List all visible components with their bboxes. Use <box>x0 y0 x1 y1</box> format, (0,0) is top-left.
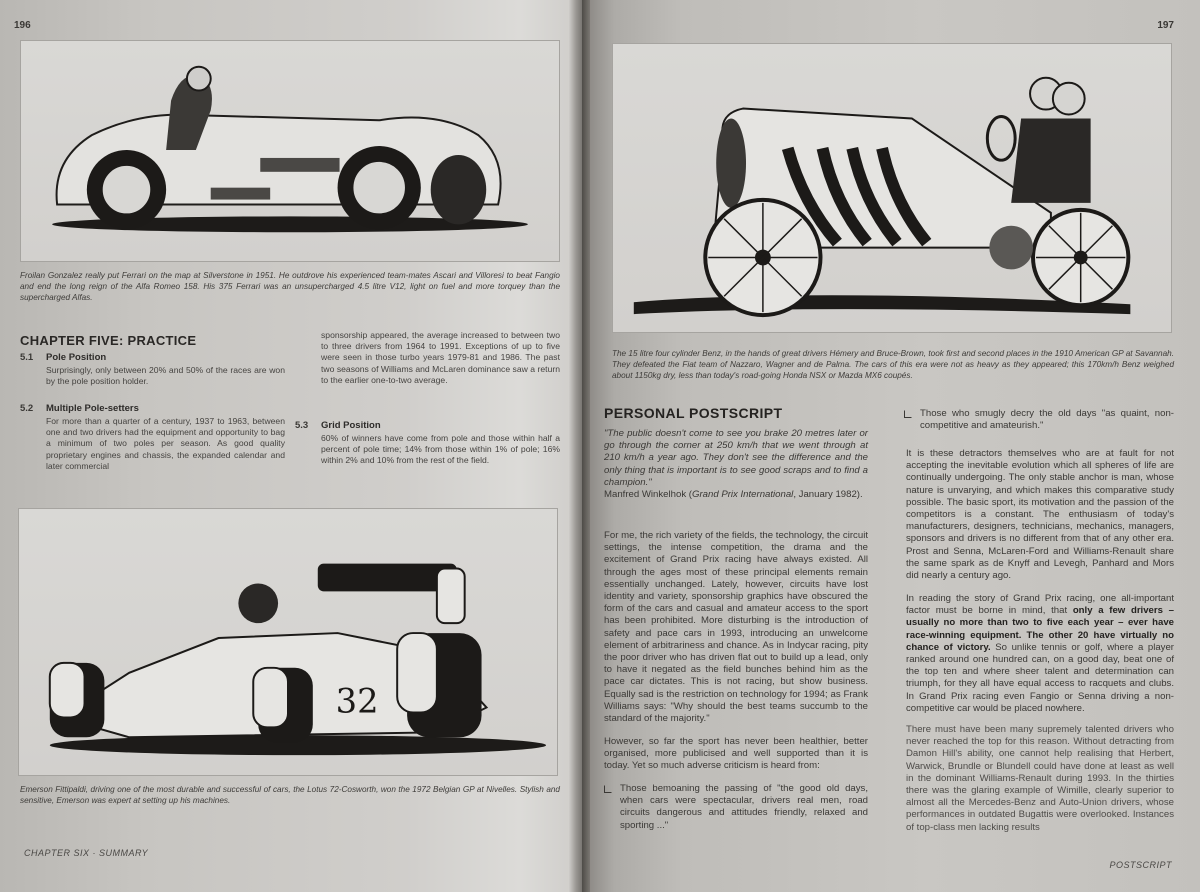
attribution-author: Manfred Winkelhok ( <box>604 489 692 500</box>
entry-number: 5.2 <box>20 403 34 414</box>
svg-text:32: 32 <box>335 681 379 721</box>
bullet-text: Those bemoaning the passing of "the good old days, when cars were spectacular, drivers real men, road circuits dangerous and attitudes friendly, relaxed and sporting ..." <box>620 783 868 831</box>
body-paragraph-1: For me, the rich variety of the fields, the technology, the circuit settings, the intense competition, the drama and the excitement of Grand Prix racing have always existed. All through the ages most of these principal elements remain essentially unchanged. Lately, however, circuits have lost identity and variety, sponsorship graphics have obscured the form of the cars and casual and amateur access to the sport has been prohibited. More disturbing is the introduction of safety and pace cars in 1993, introducing an unwelcome element of arbitrariness and chance. As in Indycar racing, pity the poor driver who has driven flat out to build up a lead, only to have it negated as the field bunches behind him as the pace car dictates. This is not racing, but show business. Equally sad is the restriction on technology for 1994; as Frank Williams says: "Why should the best teams succumb to the standard of the majority." <box>604 530 868 725</box>
checkbox-bullet-icon <box>904 410 912 418</box>
body-paragraph-3: It is these detractors themselves who are at fault for not accepting the inevitable evolution which all spheres of life are continually undergoing. The only stable anchor is man, whose nature is unvarying, and which makes this comparative study possible. The basic sport, its motivation and the passion of the competitors is a constant. The enthusiasm of today's manufacturers, designers, technicians, mechanics, managers, sponsors and drivers is no different from that of any other era. Prost and Senna, McLaren-Ford and Williams-Renault share the same spark as de Knyff and Levegh, Panhard and Mors did nearly a century ago. <box>906 448 1174 582</box>
emphasis-tail: So unlike tennis or golf, where a player ranked around one hundred can, on a good day, beat one of the top ten and where sheer talent and determination can triumph, for they all have equal access to racquets and clubs. In Grand Prix racing even Fangio or Senna driving a non-competitive car would be placed nowhere. <box>906 641 1174 714</box>
attribution-date: , January 1982). <box>793 489 863 500</box>
emphasis-bold: only a few drivers – usually no more than two to five each year – ever have race-winning equipment. The other 20 have virtually no chance of victory. <box>906 605 1174 653</box>
body-paragraph-2: However, so far the sport has never been healthier, better organised, more publicised and well supported than it is today. Yet so much adverse criticism is heard from: <box>604 736 868 772</box>
entry-body: Surprisingly, only between 20% and 50% of the races are won by the pole position holder. <box>46 365 285 387</box>
page-number-right: 197 <box>1157 20 1174 31</box>
book-gutter <box>582 0 590 892</box>
entry-body: For more than a quarter of a century, 1937 to 1963, between one and two drivers had the equipment and opportunity to bag a minimum of two poles per season. As good quality proprietary engines and chassis, the expanded calendar and later commercial <box>46 416 285 471</box>
attribution-source: Grand Prix International <box>691 489 794 500</box>
entry-pole-position <box>20 352 285 392</box>
entry-number: 5.1 <box>20 352 34 363</box>
running-footer-right: POSTSCRIPT <box>1109 860 1172 870</box>
figure-benz-15-litre <box>612 43 1172 333</box>
formula-car-illustration-icon <box>19 509 557 775</box>
entry-number: 5.3 <box>295 420 309 431</box>
vintage-race-car-illustration-icon <box>613 44 1171 332</box>
checkbox-bullet-icon <box>604 785 612 793</box>
entry-multiple-pole-setters <box>20 403 285 493</box>
race-car-illustration-icon <box>21 41 559 261</box>
bullet-item <box>904 408 1174 438</box>
figure-caption-ferrari: Froilan Gonzalez really put Ferrari on the map at Silverstone in 1951. He outdrove his experienced team-mates Ascari and Villoresi to beat Fangio and end the long reign of the Alfa Romeo 158. His 375 Ferrari was an unsupercharged 4.5 litre V12, light on fuel and more torquey than the supercharged Alfas. <box>20 271 560 302</box>
running-footer-left: CHAPTER SIX · SUMMARY <box>24 848 149 858</box>
section-heading: PERSONAL POSTSCRIPT <box>604 405 783 421</box>
figure-ferrari-375 <box>20 40 560 262</box>
emphasis-paragraph <box>906 593 1174 715</box>
entry-body: 60% of winners have come from pole and those within half a percent of pole time; 14% from those within 1% of pole; 16% within 2% and 10% from the rest of the field. <box>321 433 560 466</box>
emphasis-lead: In reading the story of Grand Prix racing, one all-important factor must be borne in mind, that <box>906 593 1174 617</box>
chapter-heading: CHAPTER FIVE: PRACTICE <box>20 333 197 348</box>
figure-lotus-72 <box>18 508 558 776</box>
epigraph-attribution <box>604 489 868 501</box>
entry-title: Grid Position <box>321 420 381 431</box>
bullet-item <box>604 783 868 843</box>
entry-grid-position <box>295 420 560 490</box>
right-page <box>590 0 1200 892</box>
left-page <box>0 0 578 892</box>
figure-caption-benz: The 15 litre four cylinder Benz, in the hands of great drivers Hémery and Bruce-Brown, took first and second places in the 1910 American GP at Savannah. They defeated the Fiat team of Nazzaro, Wagner and de Palma. The cars of this era were not as heavy as they appeared; this 170km/h Benz weighed about 1150kg dry, less than today's road-going Honda NSX or Mazda MX6 coupés. <box>612 349 1174 380</box>
bullet-text: Those who smugly decry the old days "as quaint, non-competitive and amateurish." <box>920 408 1174 432</box>
figure-caption-lotus: Emerson Fittipaldi, driving one of the most durable and successful of cars, the Lotus 72-Cosworth, won the 1972 Belgian GP at Nivelles. Stylish and sensitive, Emerson was expert at setting up his machines. <box>20 785 560 805</box>
entry-title: Multiple Pole-setters <box>46 403 139 414</box>
entry-body-continued: sponsorship appeared, the average increased to between two to three drivers from 1964 to 1991. Exceptions of up to five were seen in those turbo years 1979-81 and 1986. The past two seasons of Williams and McLaren dominance saw a return to the earlier one-to-two average. <box>321 330 560 385</box>
entry-title: Pole Position <box>46 352 107 363</box>
page-number-left: 196 <box>14 20 31 31</box>
body-paragraph-final: There must have been many supremely talented drivers who never reached the top for this reason. Without detracting from Damon Hill's ability, one cannot help realising that Herbert, Warwick, Brundle or Blundell could have done at least as well in the dominant Williams-Renault during 1993. In the thirties there was the glaring example of Wimille, clearly superior to almost all the Mercedes-Benz and Auto-Union drivers, whose performances in outdated Bugattis were overlooked. Instances of top-class men lacking results <box>906 724 1174 833</box>
epigraph-quote: "The public doesn't come to see you brake 20 metres later or go through the corner at 250 km/h that we went through at 210 km/h a year ago. They don't see the difference and the only thing that is important is to see good scraps and to find a champion." <box>604 428 868 488</box>
